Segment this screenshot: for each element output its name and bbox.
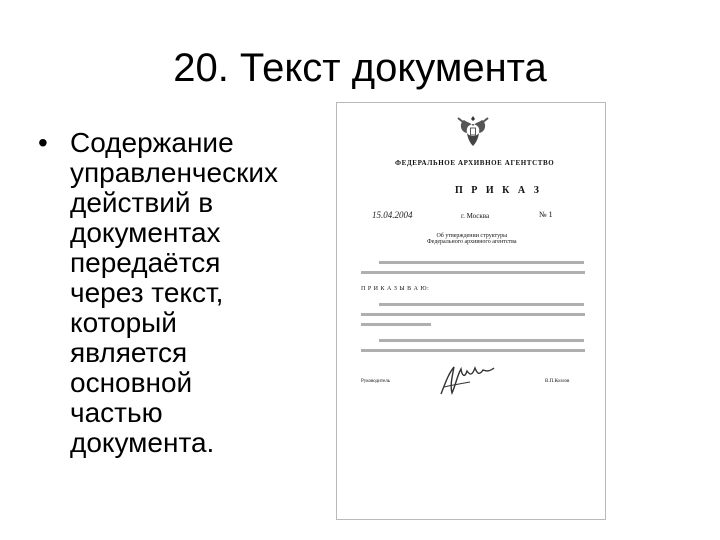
order-heading: П Р И К А З <box>455 185 542 196</box>
document-text-line <box>379 261 584 264</box>
handwritten-signature <box>432 360 502 398</box>
agency-name: ФЕДЕРАЛЬНОЕ АРХИВНОЕ АГЕНТСТВО <box>395 159 555 167</box>
order-subject: Об утверждении структуры Федерального архивного агентства <box>427 233 517 245</box>
state-emblem-icon <box>456 113 490 149</box>
slide-title: 20. Текст документа <box>173 46 547 90</box>
document-text-line <box>379 303 584 306</box>
document-text-line <box>361 349 585 352</box>
bullet-text: Содержание управленческих действий в документах передаётся через текст, который является основной частью документа. <box>70 127 278 458</box>
document-text-line <box>379 339 584 342</box>
bullet-marker: • <box>38 127 48 158</box>
document-text-line <box>361 271 585 274</box>
bullet-point <box>38 128 328 458</box>
order-city: г. Москва <box>461 212 490 220</box>
scanned-order-document <box>336 102 606 520</box>
document-text-line <box>361 323 431 326</box>
signer-role: Руководитель <box>361 379 391 384</box>
signer-name: В.П.Козлов <box>545 379 570 384</box>
order-number: № 1 <box>539 210 553 219</box>
order-directive-heading: П Р И К А З Ы В А Ю: <box>361 286 430 292</box>
document-text-line <box>361 313 585 316</box>
order-date: 15.04.2004 <box>372 210 413 220</box>
